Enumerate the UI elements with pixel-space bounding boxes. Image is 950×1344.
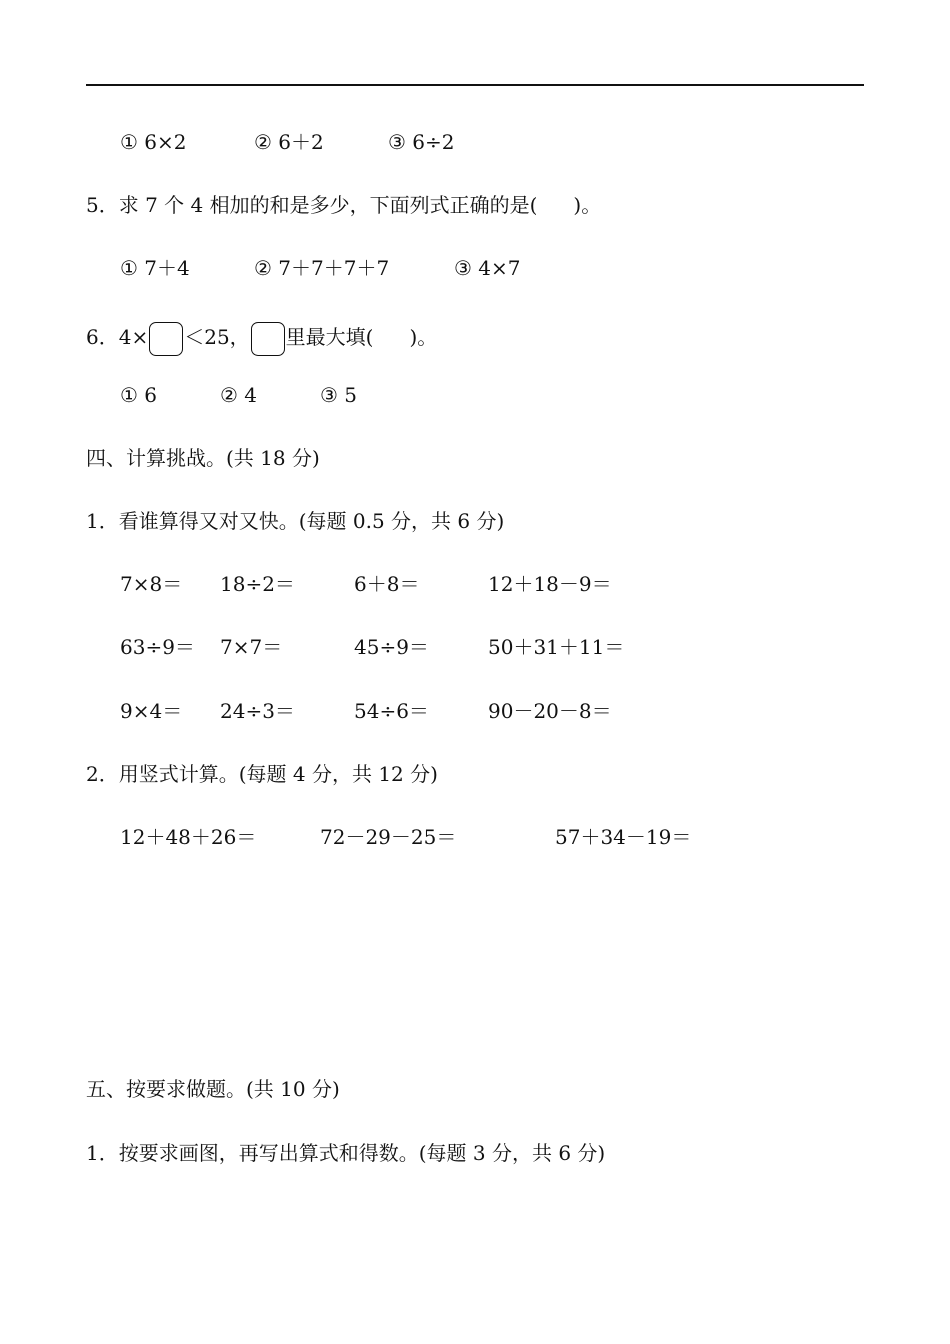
q6-blank-box-2[interactable] xyxy=(251,322,285,356)
q4-option-1: ① 6×2 xyxy=(120,130,187,154)
q6-option-2: ② 4 xyxy=(220,383,258,407)
q6-option-1: ① 6 xyxy=(120,383,158,407)
q6-number: 6．4× xyxy=(86,325,149,349)
section4-title: 四、计算挑战。(共 18 分) xyxy=(86,446,320,470)
q6-option-3: ③ 5 xyxy=(320,383,358,407)
calc-problem: 7×7＝ xyxy=(220,635,283,659)
calc-problem: 45÷9＝ xyxy=(354,635,429,659)
q6-middle: ＜25， xyxy=(184,325,250,349)
calc-problem: 6＋8＝ xyxy=(354,572,420,596)
calc-problem: 50＋31＋11＝ xyxy=(488,635,625,659)
calc-problem: 54÷6＝ xyxy=(354,699,429,723)
section5-part1-title: 1．按要求画图，再写出算式和得数。(每题 3 分，共 6 分) xyxy=(86,1141,606,1165)
q5-option-1: ① 7＋4 xyxy=(120,256,190,280)
q4-option-3: ③ 6÷2 xyxy=(388,130,455,154)
q6-after-box: 里最大填( xyxy=(285,325,374,349)
q5-prompt: 5．求 7 个 4 相加的和是多少，下面列式正确的是( xyxy=(86,193,538,217)
vertical-calc-problem-2: 72－29－25＝ xyxy=(320,825,457,849)
q5-question xyxy=(86,192,601,218)
calc-problem: 63÷9＝ xyxy=(120,635,195,659)
calc-problem: 18÷2＝ xyxy=(220,572,295,596)
q5-tail: )。 xyxy=(573,193,602,217)
q6-question xyxy=(86,322,437,356)
q4-option-2: ② 6＋2 xyxy=(254,130,324,154)
calc-problem: 7×8＝ xyxy=(120,572,183,596)
section4-part1-title: 1．看谁算得又对又快。(每题 0.5 分，共 6 分) xyxy=(86,509,505,533)
calc-problem: 24÷3＝ xyxy=(220,699,295,723)
q5-option-2: ② 7＋7＋7＋7 xyxy=(254,256,390,280)
section4-part2-title: 2．用竖式计算。(每题 4 分，共 12 分) xyxy=(86,762,438,786)
q5-option-3: ③ 4×7 xyxy=(454,256,521,280)
q6-tail: )。 xyxy=(409,325,438,349)
header-rule xyxy=(86,84,864,86)
q6-blank-box-1[interactable] xyxy=(149,322,183,356)
calc-problem: 9×4＝ xyxy=(120,699,183,723)
section5-title: 五、按要求做题。(共 10 分) xyxy=(86,1077,340,1101)
calc-problem: 12＋18－9＝ xyxy=(488,572,612,596)
calc-problem: 90－20－8＝ xyxy=(488,699,612,723)
vertical-calc-problem-1: 12＋48＋26＝ xyxy=(120,825,257,849)
vertical-calc-problem-3: 57＋34－19＝ xyxy=(555,825,692,849)
